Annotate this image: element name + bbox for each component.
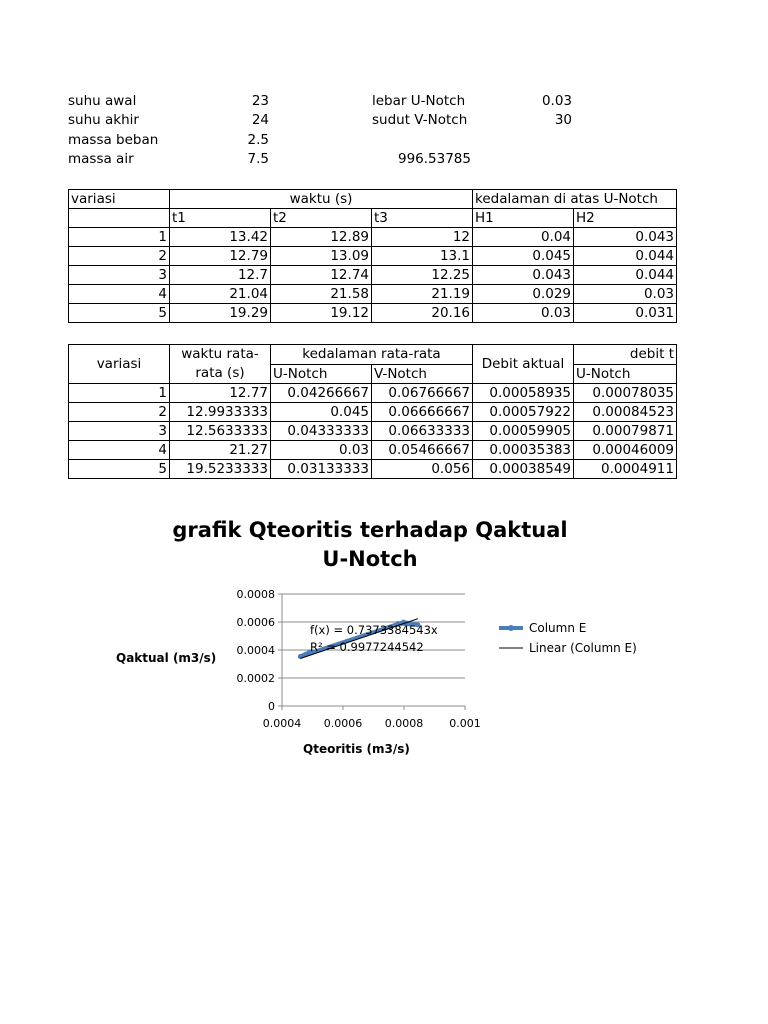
- header-debit-teoritis: debit t: [574, 345, 677, 365]
- table-cell: 0.031: [574, 304, 677, 323]
- trendline-r2: R² = 0.9977244542: [310, 640, 424, 654]
- header-h2: H2: [574, 209, 677, 228]
- table-cell: 12.89: [271, 228, 372, 247]
- massa-air-label: massa air: [68, 151, 134, 167]
- header-variasi: variasi: [69, 190, 170, 209]
- table-cell: 0.04266667: [271, 384, 372, 403]
- table-cell: 3: [69, 422, 170, 441]
- trendline-equation: f(x) = 0.7373384543x: [310, 623, 438, 637]
- table-cell: 19.5233333: [170, 460, 271, 479]
- table-cell: 0.05466667: [372, 441, 473, 460]
- x-tick-label: 0.0008: [384, 717, 424, 730]
- table-cell: 0.00058935: [473, 384, 574, 403]
- table-cell: 0.06666667: [372, 403, 473, 422]
- table-cell: 0.029: [473, 285, 574, 304]
- table-cell: 0.043: [473, 266, 574, 285]
- massa-beban-label: massa beban: [68, 132, 159, 148]
- table-cell: 0.00078035: [574, 384, 677, 403]
- suhu-awal-value: 23: [251, 93, 269, 109]
- table-cell: 0.06633333: [372, 422, 473, 441]
- table-cell: 4: [69, 285, 170, 304]
- x-tick-label: 0.0004: [262, 717, 302, 730]
- sudut-label: sudut V-Notch: [372, 112, 468, 128]
- x-axis-label: Qteoritis (m3/s): [303, 742, 410, 756]
- suhu-akhir-value: 24: [251, 112, 269, 128]
- table-cell: 0.00046009: [574, 441, 677, 460]
- table-cell: 0.04: [473, 228, 574, 247]
- table-cell: 0.03133333: [271, 460, 372, 479]
- table-cell: 20.16: [372, 304, 473, 323]
- sudut-value: 30: [554, 112, 572, 128]
- header-u-notch-debit: U-Notch: [574, 364, 677, 384]
- header-waktu-line1: waktu rata-: [181, 346, 259, 362]
- header-waktu: waktu (s): [170, 190, 473, 209]
- y-tick-label: 0.0002: [236, 672, 275, 685]
- x-tick-label: 0.0006: [323, 717, 363, 730]
- table-cell: 0.00038549: [473, 460, 574, 479]
- table-cell: 0.045: [473, 247, 574, 266]
- table-cell: 5: [69, 304, 170, 323]
- table-cell: 21.27: [170, 441, 271, 460]
- table-cell: 12.25: [372, 266, 473, 285]
- chart-legend: [499, 621, 637, 655]
- table-cell: 0.03: [574, 285, 677, 304]
- table-cell: 5: [69, 460, 170, 479]
- header-variasi: variasi: [69, 345, 170, 384]
- table-cell: 12.5633333: [170, 422, 271, 441]
- header-v-notch: V-Notch: [372, 364, 473, 384]
- table-cell: 0.03: [473, 304, 574, 323]
- table-cell: 0.00035383: [473, 441, 574, 460]
- y-tick-label: 0.0006: [236, 616, 275, 629]
- table-cell: 13.42: [170, 228, 271, 247]
- table-cell: 12.74: [271, 266, 372, 285]
- header-kedalaman: kedalaman di atas U-Notch: [473, 190, 677, 209]
- table-cell: 12: [372, 228, 473, 247]
- table-cell: 1: [69, 228, 170, 247]
- header-t1: t1: [170, 209, 271, 228]
- table-cell: 12.9933333: [170, 403, 271, 422]
- header-waktu-line2: rata (s): [195, 365, 245, 381]
- table-cell: 0.03: [271, 441, 372, 460]
- table-cell: 2: [69, 247, 170, 266]
- massa-air-value: 7.5: [247, 151, 269, 167]
- table-cell: 3: [69, 266, 170, 285]
- lebar-label: lebar U-Notch: [372, 93, 466, 109]
- chart-title-line2: U-Notch: [322, 547, 418, 571]
- chart-ticks: [237, 588, 481, 730]
- table-cell: 19.29: [170, 304, 271, 323]
- y-axis-label: Qaktual (m3/s): [116, 651, 217, 665]
- legend-series-label: Column E: [529, 621, 587, 635]
- table-cell: 0.056: [372, 460, 473, 479]
- massa-beban-value: 2.5: [247, 132, 269, 148]
- table-cell: 21.58: [271, 285, 372, 304]
- table-cell: 0.045: [271, 403, 372, 422]
- table-cell: 0.0004911: [574, 460, 677, 479]
- y-tick-label: 0: [268, 700, 275, 713]
- y-tick-label: 0.0008: [236, 588, 275, 601]
- chart-title-line1: grafik Qteoritis terhadap Qaktual: [172, 518, 568, 542]
- table-cell: 0.044: [574, 247, 677, 266]
- table-cell: 13.1: [372, 247, 473, 266]
- header-t3: t3: [372, 209, 473, 228]
- table-cell: 2: [69, 403, 170, 422]
- table-cell: 19.12: [271, 304, 372, 323]
- suhu-akhir-label: suhu akhir: [68, 112, 139, 128]
- table-cell: 0.044: [574, 266, 677, 285]
- x-tick-label: 0.001: [449, 717, 481, 730]
- lebar-value: 0.03: [541, 93, 572, 109]
- table-cell: 12.79: [170, 247, 271, 266]
- y-tick-label: 0.0004: [236, 644, 275, 657]
- legend-trend-label: Linear (Column E): [529, 641, 637, 655]
- table-cell: 0.00079871: [574, 422, 677, 441]
- table-cell: 0.00059905: [473, 422, 574, 441]
- suhu-awal-label: suhu awal: [68, 93, 137, 109]
- table-cell: 12.77: [170, 384, 271, 403]
- table-cell: 0.043: [574, 228, 677, 247]
- table-cell: 13.09: [271, 247, 372, 266]
- table-cell: 21.04: [170, 285, 271, 304]
- table-cell: 0.00084523: [574, 403, 677, 422]
- header-h1: H1: [473, 209, 574, 228]
- table-cell: 1: [69, 384, 170, 403]
- header-u-notch: U-Notch: [271, 364, 372, 384]
- density-value: 996.53785: [397, 151, 471, 167]
- header-debit-aktual: Debit aktual: [473, 345, 574, 384]
- table-cell: 0.04333333: [271, 422, 372, 441]
- table-cell: 4: [69, 441, 170, 460]
- table-cell: 21.19: [372, 285, 473, 304]
- table-cell: 0.06766667: [372, 384, 473, 403]
- header-t2: t2: [271, 209, 372, 228]
- header-kedalaman-rata: kedalaman rata-rata: [271, 345, 473, 365]
- table-cell: 0.00057922: [473, 403, 574, 422]
- table-cell: 12.7: [170, 266, 271, 285]
